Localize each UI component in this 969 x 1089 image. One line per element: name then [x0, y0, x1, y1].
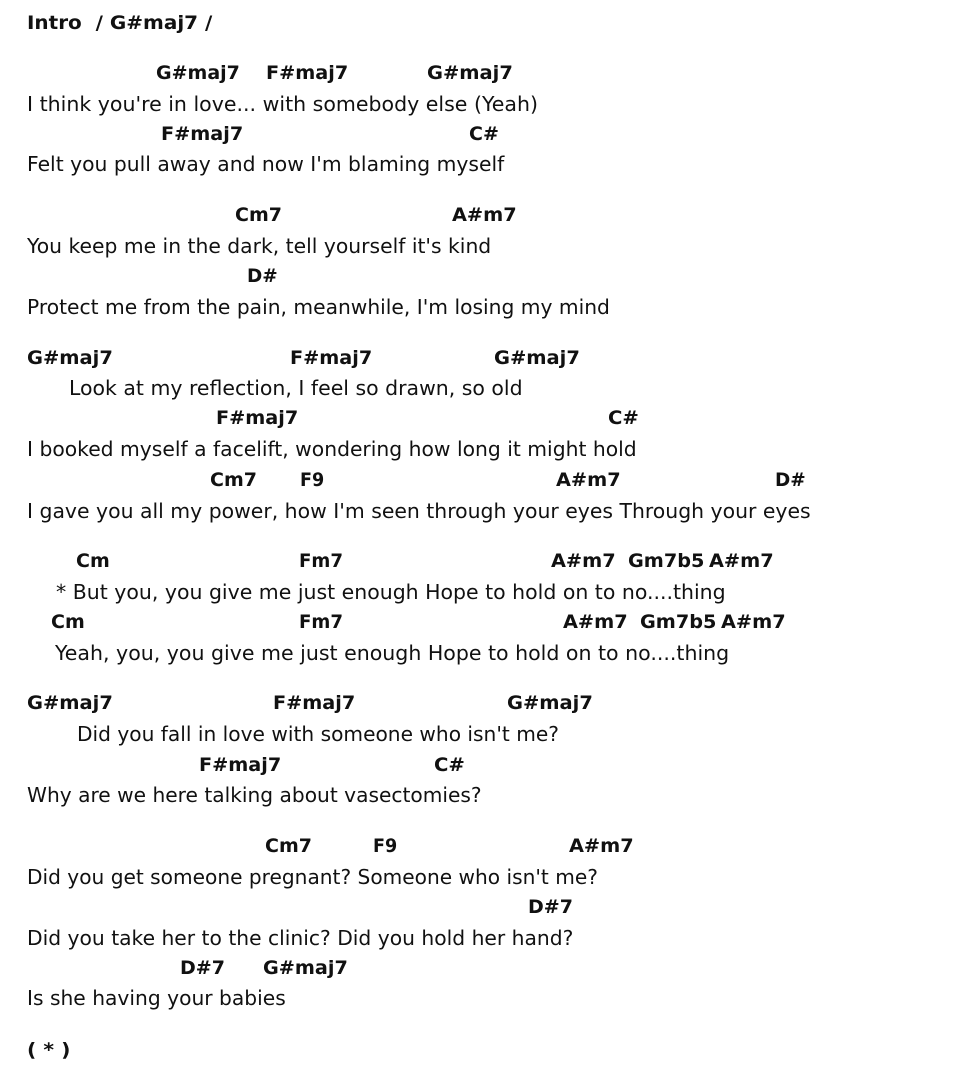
chord: Cm7	[265, 834, 312, 857]
lyric-line: Look at my reflection, I feel so drawn, so old	[69, 376, 523, 400]
chord: F#maj7	[161, 122, 244, 145]
lyric-line: I think you're in love... with somebody else (Yeah)	[27, 92, 538, 116]
chord: A#m7	[556, 468, 621, 491]
repeat-chorus-marker: ( * )	[27, 1038, 71, 1061]
chord: G#maj7	[27, 691, 113, 714]
chord: F#maj7	[290, 346, 373, 369]
chord: A#m7	[563, 610, 628, 633]
lyric-line: Did you get someone pregnant? Someone who isn't me?	[27, 865, 598, 889]
chord: D#	[247, 264, 278, 287]
chord: Cm	[51, 610, 85, 633]
chord: A#m7	[721, 610, 786, 633]
lyric-line: You keep me in the dark, tell yourself it's kind	[27, 234, 492, 258]
chord: F9	[373, 834, 398, 857]
chord: C#	[608, 406, 639, 429]
chord: Cm	[76, 549, 110, 572]
chord: Cm7	[235, 203, 282, 226]
chord: Fm7	[299, 549, 343, 572]
chord: Fm7	[299, 610, 343, 633]
lyric-line: Did you take her to the clinic? Did you hold her hand?	[27, 926, 574, 950]
lyric-line: I booked myself a facelift, wondering how long it might hold	[27, 437, 637, 461]
chord: Cm7	[210, 468, 257, 491]
chord: F#maj7	[273, 691, 356, 714]
chord: F#maj7	[199, 753, 282, 776]
chord: F#maj7	[266, 61, 349, 84]
chord: C#	[434, 753, 465, 776]
chord: D#7	[180, 956, 225, 979]
chord: F9	[300, 468, 325, 491]
lyric-line: Why are we here talking about vasectomies?	[27, 783, 482, 807]
chord: A#m7	[569, 834, 634, 857]
lyric-line: Did you fall in love with someone who isn't me?	[77, 722, 559, 746]
lyric-line: * But you, you give me just enough Hope to hold on to no....thing	[56, 580, 726, 604]
chord: G#maj7	[507, 691, 593, 714]
chord: G#maj7	[494, 346, 580, 369]
chord: D#	[775, 468, 806, 491]
chord: G#maj7	[156, 61, 240, 84]
lyric-line: I gave you all my power, how I'm seen through your eyes Through your eyes	[27, 499, 811, 523]
chord: A#m7	[551, 549, 616, 572]
chord: A#m7	[452, 203, 517, 226]
chord: C#	[469, 122, 499, 145]
lyric-line: Felt you pull away and now I'm blaming myself	[27, 152, 505, 176]
lyric-line: Is she having your babies	[27, 986, 286, 1010]
chord: A#m7	[709, 549, 774, 572]
chord: F#maj7	[216, 406, 299, 429]
chord: D#7	[528, 895, 573, 918]
chord: Gm7b5	[640, 610, 717, 633]
chord: G#maj7	[27, 346, 113, 369]
chord: G#maj7	[263, 956, 348, 979]
intro-heading: Intro / G#maj7 /	[27, 11, 213, 34]
chord: G#maj7	[427, 61, 513, 84]
chord: Gm7b5	[628, 549, 705, 572]
lyric-line: Yeah, you, you give me just enough Hope to hold on to no....thing	[55, 641, 730, 665]
lyric-line: Protect me from the pain, meanwhile, I'm losing my mind	[27, 295, 610, 319]
